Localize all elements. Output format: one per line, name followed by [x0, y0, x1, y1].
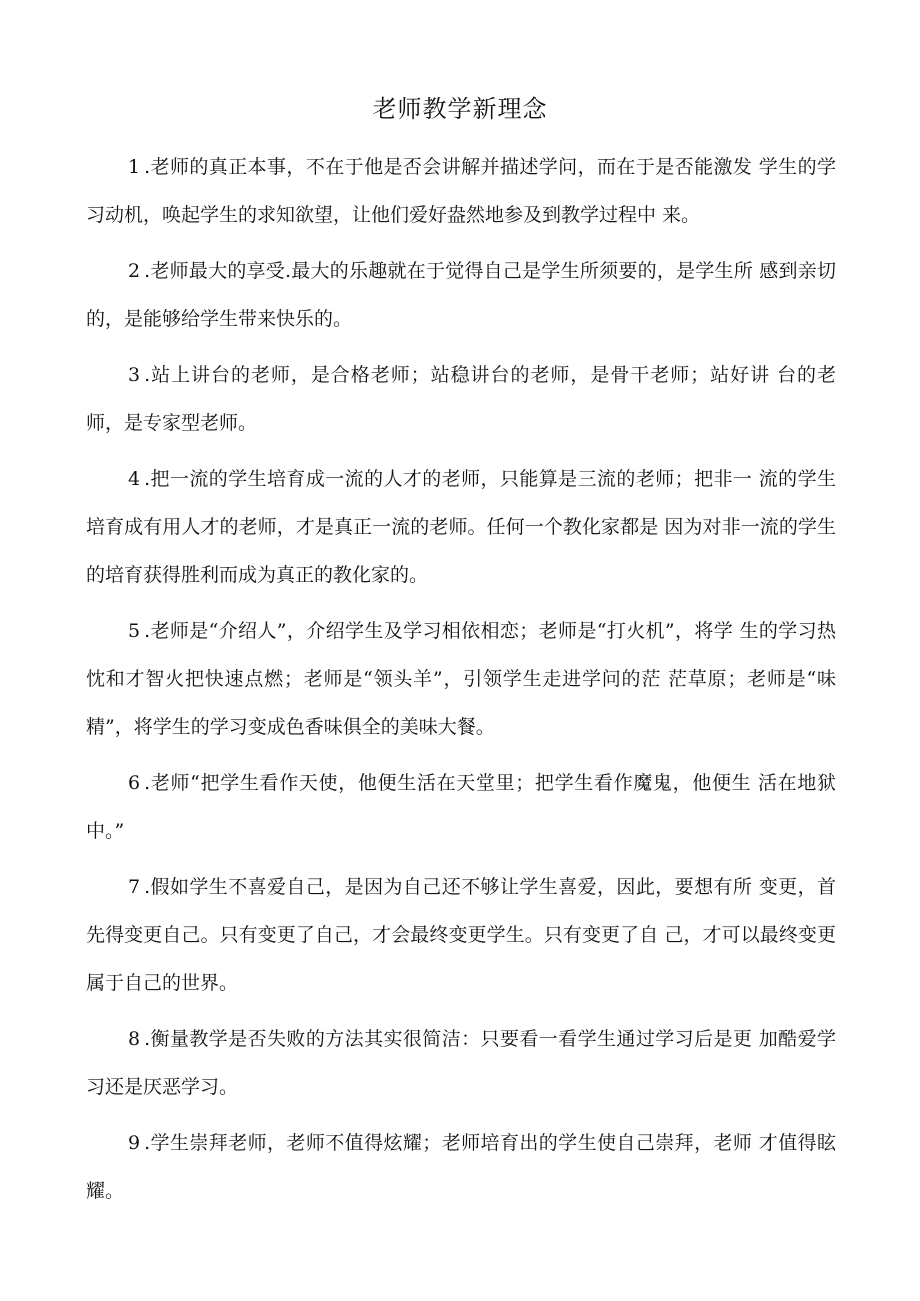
- paragraph-6: [86, 759, 836, 855]
- paragraph-number: 9: [128, 1132, 141, 1154]
- paragraph-number: 4: [128, 468, 141, 490]
- paragraph-text: .学生崇拜老师，老师不值得炫耀；老师培育出的学生使自己崇拜，老师 才值得眩耀。: [86, 1132, 836, 1202]
- paragraph-8: [86, 1015, 836, 1111]
- paragraph-text: .衡量教学是否失败的方法其实很简洁：只要看一看学生通过学习后是更 加酷爱学习还是厌恶学习。: [86, 1028, 836, 1098]
- paragraph-text: .老师最大的享受.最大的乐趣就在于觉得自己是学生所须要的，是学生所 感到亲切的，是能够给学生带来快乐的。: [86, 260, 836, 330]
- paragraph-7: [86, 863, 836, 1007]
- paragraph-number: 7: [128, 876, 141, 898]
- paragraph-3: [86, 351, 836, 447]
- paragraph-text: .假如学生不喜爱自己，是因为自己还不够让学生喜爱，因此，要想有所 变更，首先得变更自己。只有变更了自己，才会最终变更学生。只有变更了自 己，才可以最终变更属于自己的世界。: [86, 876, 836, 994]
- document-body: [86, 143, 836, 1223]
- paragraph-2: [86, 247, 836, 343]
- paragraph-number: 3: [128, 364, 141, 386]
- paragraph-number: 2: [128, 260, 141, 282]
- paragraph-1: [86, 143, 836, 239]
- paragraph-number: 1: [128, 156, 141, 178]
- paragraph-text: .老师是“介绍人”，介绍学生及学习相依相恋；老师是“打火机”，将学 生的学习热忱和才智火把快速点燃；老师是“领头羊”，引领学生走进学问的茫 茫草原；老师是“味精”，将学生的学习变成色香味俱全的美味大餐。: [86, 620, 836, 738]
- paragraph-text: .老师“把学生看作天使，他便生活在天堂里；把学生看作魔鬼，他便生 活在地狱中。”: [86, 772, 836, 842]
- paragraph-9: [86, 1119, 836, 1215]
- paragraph-text: .站上讲台的老师，是合格老师；站稳讲台的老师，是骨干老师；站好讲 台的老师，是专家型老师。: [86, 364, 836, 434]
- paragraph-text: .把一流的学生培育成一流的人才的老师，只能算是三流的老师；把非一 流的学生培育成有用人才的老师，才是真正一流的老师。任何一个教化家都是 因为对非一流的学生的培育获得胜利而成为真正的教化家的。: [86, 468, 836, 586]
- paragraph-number: 8: [128, 1028, 141, 1050]
- paragraph-number: 5: [128, 620, 141, 642]
- paragraph-text: .老师的真正本事，不在于他是否会讲解并描述学问，而在于是否能激发 学生的学习动机，唤起学生的求知欲望，让他们爱好盎然地参及到教学过程中 来。: [86, 156, 836, 226]
- paragraph-number: 6: [128, 772, 141, 794]
- paragraph-5: [86, 607, 836, 751]
- document-title: 老师教学新理念: [372, 95, 548, 123]
- paragraph-4: [86, 455, 836, 599]
